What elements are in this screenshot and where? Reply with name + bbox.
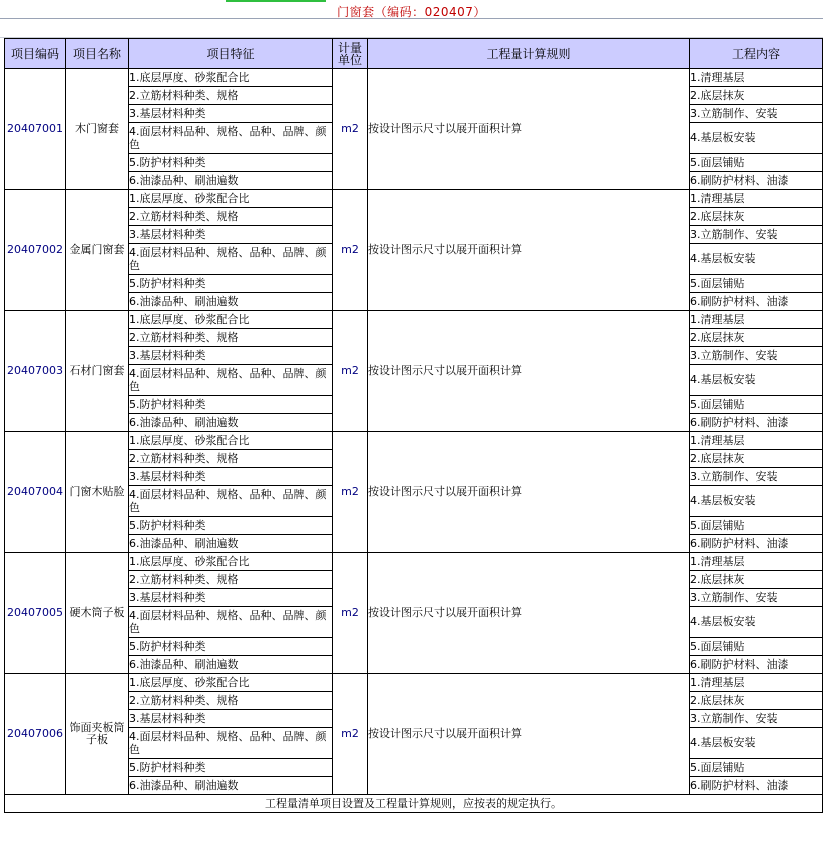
work-content-cell[interactable]: 4.基层板安装 — [690, 728, 823, 759]
work-content-cell[interactable]: 5.面层铺贴 — [690, 275, 823, 293]
item-name-cell[interactable]: 饰面夹板筒子板 — [66, 674, 129, 795]
table-row — [5, 190, 823, 208]
feature-cell[interactable]: 4.面层材料品种、规格、品种、品牌、颜色 — [129, 123, 333, 154]
work-content-cell[interactable]: 1.清理基层 — [690, 553, 823, 571]
feature-cell[interactable]: 6.油漆品种、刷油遍数 — [129, 535, 333, 553]
feature-cell[interactable]: 1.底层厚度、砂浆配合比 — [129, 432, 333, 450]
work-content-cell[interactable]: 2.底层抹灰 — [690, 571, 823, 589]
work-content-cell[interactable]: 1.清理基层 — [690, 432, 823, 450]
feature-cell[interactable]: 3.基层材料种类 — [129, 347, 333, 365]
item-code-cell[interactable]: 20407005 — [5, 553, 66, 674]
rule-cell[interactable]: 按设计图示尺寸以展开面积计算 — [368, 69, 690, 190]
feature-cell[interactable]: 2.立筋材料种类、规格 — [129, 571, 333, 589]
feature-cell[interactable]: 3.基层材料种类 — [129, 589, 333, 607]
feature-cell[interactable]: 6.油漆品种、刷油遍数 — [129, 777, 333, 795]
item-code-cell[interactable]: 20407003 — [5, 311, 66, 432]
unit-cell[interactable]: m2 — [333, 674, 368, 795]
work-content-cell[interactable]: 5.面层铺贴 — [690, 154, 823, 172]
work-content-cell[interactable]: 1.清理基层 — [690, 311, 823, 329]
table-row — [5, 674, 823, 692]
item-name-cell[interactable]: 门窗木贴脸 — [66, 432, 129, 553]
work-content-cell[interactable]: 5.面层铺贴 — [690, 759, 823, 777]
header-rule[interactable]: 工程量计算规则 — [368, 39, 690, 69]
work-content-cell[interactable]: 2.底层抹灰 — [690, 208, 823, 226]
work-content-cell[interactable]: 4.基层板安装 — [690, 607, 823, 638]
item-code-cell[interactable]: 20407004 — [5, 432, 66, 553]
feature-cell[interactable]: 3.基层材料种类 — [129, 468, 333, 486]
header-name[interactable]: 项目名称 — [66, 39, 129, 69]
item-code-cell[interactable]: 20407006 — [5, 674, 66, 795]
feature-cell[interactable]: 4.面层材料品种、规格、品种、品牌、颜色 — [129, 728, 333, 759]
feature-cell[interactable]: 5.防护材料种类 — [129, 759, 333, 777]
item-name-cell[interactable]: 金属门窗套 — [66, 190, 129, 311]
unit-cell[interactable]: m2 — [333, 69, 368, 190]
work-content-cell[interactable]: 3.立筋制作、安装 — [690, 710, 823, 728]
table-row — [5, 432, 823, 450]
feature-cell[interactable]: 5.防护材料种类 — [129, 517, 333, 535]
table-title[interactable]: 门窗套（编码：020407） — [337, 5, 486, 19]
work-content-cell[interactable]: 3.立筋制作、安装 — [690, 226, 823, 244]
work-content-cell[interactable]: 6.刷防护材料、油漆 — [690, 414, 823, 432]
work-content-cell[interactable]: 6.刷防护材料、油漆 — [690, 293, 823, 311]
work-content-cell[interactable]: 3.立筋制作、安装 — [690, 468, 823, 486]
work-content-cell[interactable]: 6.刷防护材料、油漆 — [690, 777, 823, 795]
table-row — [5, 553, 823, 571]
item-name-cell[interactable]: 硬木筒子板 — [66, 553, 129, 674]
rule-cell[interactable]: 按设计图示尺寸以展开面积计算 — [368, 190, 690, 311]
feature-cell[interactable]: 4.面层材料品种、规格、品种、品牌、颜色 — [129, 244, 333, 275]
work-content-cell[interactable]: 4.基层板安装 — [690, 486, 823, 517]
feature-cell[interactable]: 5.防护材料种类 — [129, 396, 333, 414]
feature-cell[interactable]: 5.防护材料种类 — [129, 275, 333, 293]
unit-cell[interactable]: m2 — [333, 190, 368, 311]
unit-cell[interactable]: m2 — [333, 311, 368, 432]
work-content-cell[interactable]: 3.立筋制作、安装 — [690, 347, 823, 365]
work-content-cell[interactable]: 3.立筋制作、安装 — [690, 589, 823, 607]
work-content-cell[interactable]: 2.底层抹灰 — [690, 329, 823, 347]
footer-note[interactable]: 工程量清单项目设置及工程量计算规则，应按表的规定执行。 — [5, 795, 823, 813]
feature-cell[interactable]: 1.底层厚度、砂浆配合比 — [129, 190, 333, 208]
work-content-cell[interactable]: 2.底层抹灰 — [690, 692, 823, 710]
item-name-cell[interactable]: 木门窗套 — [66, 69, 129, 190]
feature-cell[interactable]: 2.立筋材料种类、规格 — [129, 692, 333, 710]
rule-cell[interactable]: 按设计图示尺寸以展开面积计算 — [368, 674, 690, 795]
feature-cell[interactable]: 6.油漆品种、刷油遍数 — [129, 293, 333, 311]
work-content-cell[interactable]: 5.面层铺贴 — [690, 517, 823, 535]
header-features[interactable]: 项目特征 — [129, 39, 333, 69]
feature-cell[interactable]: 2.立筋材料种类、规格 — [129, 329, 333, 347]
work-content-cell[interactable]: 6.刷防护材料、油漆 — [690, 656, 823, 674]
work-content-cell[interactable]: 1.清理基层 — [690, 190, 823, 208]
feature-cell[interactable]: 1.底层厚度、砂浆配合比 — [129, 674, 333, 692]
feature-cell[interactable]: 1.底层厚度、砂浆配合比 — [129, 553, 333, 571]
work-content-cell[interactable]: 4.基层板安装 — [690, 365, 823, 396]
feature-cell[interactable]: 6.油漆品种、刷油遍数 — [129, 656, 333, 674]
work-content-cell[interactable]: 4.基层板安装 — [690, 244, 823, 275]
feature-cell[interactable]: 2.立筋材料种类、规格 — [129, 450, 333, 468]
work-content-cell[interactable]: 1.清理基层 — [690, 674, 823, 692]
feature-cell[interactable]: 3.基层材料种类 — [129, 710, 333, 728]
feature-cell[interactable]: 3.基层材料种类 — [129, 226, 333, 244]
footer-row — [5, 795, 823, 813]
feature-cell[interactable]: 5.防护材料种类 — [129, 154, 333, 172]
feature-cell[interactable]: 1.底层厚度、砂浆配合比 — [129, 311, 333, 329]
feature-cell[interactable]: 4.面层材料品种、规格、品种、品牌、颜色 — [129, 607, 333, 638]
feature-cell[interactable]: 4.面层材料品种、规格、品种、品牌、颜色 — [129, 365, 333, 396]
unit-cell[interactable]: m2 — [333, 432, 368, 553]
blank-row[interactable] — [0, 19, 823, 38]
work-content-cell[interactable]: 6.刷防护材料、油漆 — [690, 172, 823, 190]
selection-indicator — [226, 0, 326, 2]
table-row — [5, 311, 823, 329]
work-content-cell[interactable]: 4.基层板安装 — [690, 123, 823, 154]
work-content-cell[interactable]: 3.立筋制作、安装 — [690, 105, 823, 123]
work-content-cell[interactable]: 2.底层抹灰 — [690, 450, 823, 468]
title-row — [0, 0, 823, 19]
feature-cell[interactable]: 6.油漆品种、刷油遍数 — [129, 414, 333, 432]
rule-cell[interactable]: 按设计图示尺寸以展开面积计算 — [368, 311, 690, 432]
rule-cell[interactable]: 按设计图示尺寸以展开面积计算 — [368, 553, 690, 674]
feature-cell[interactable]: 4.面层材料品种、规格、品种、品牌、颜色 — [129, 486, 333, 517]
work-content-cell[interactable]: 1.清理基层 — [690, 69, 823, 87]
feature-cell[interactable]: 6.油漆品种、刷油遍数 — [129, 172, 333, 190]
feature-cell[interactable]: 1.底层厚度、砂浆配合比 — [129, 69, 333, 87]
work-content-cell[interactable]: 5.面层铺贴 — [690, 396, 823, 414]
item-code-cell[interactable]: 20407001 — [5, 69, 66, 190]
header-unit[interactable]: 计量单位 — [333, 39, 368, 69]
header-code[interactable]: 项目编码 — [5, 39, 66, 69]
item-name-cell[interactable]: 石材门窗套 — [66, 311, 129, 432]
unit-cell[interactable]: m2 — [333, 553, 368, 674]
table-row — [5, 69, 823, 87]
work-content-cell[interactable]: 5.面层铺贴 — [690, 638, 823, 656]
work-content-cell[interactable]: 6.刷防护材料、油漆 — [690, 535, 823, 553]
header-row — [5, 39, 823, 69]
rule-cell[interactable]: 按设计图示尺寸以展开面积计算 — [368, 432, 690, 553]
work-content-cell[interactable]: 2.底层抹灰 — [690, 87, 823, 105]
feature-cell[interactable]: 5.防护材料种类 — [129, 638, 333, 656]
header-work[interactable]: 工程内容 — [690, 39, 823, 69]
feature-cell[interactable]: 3.基层材料种类 — [129, 105, 333, 123]
item-code-cell[interactable]: 20407002 — [5, 190, 66, 311]
quantity-table — [4, 38, 823, 813]
feature-cell[interactable]: 2.立筋材料种类、规格 — [129, 208, 333, 226]
feature-cell[interactable]: 2.立筋材料种类、规格 — [129, 87, 333, 105]
table-body — [5, 69, 823, 795]
